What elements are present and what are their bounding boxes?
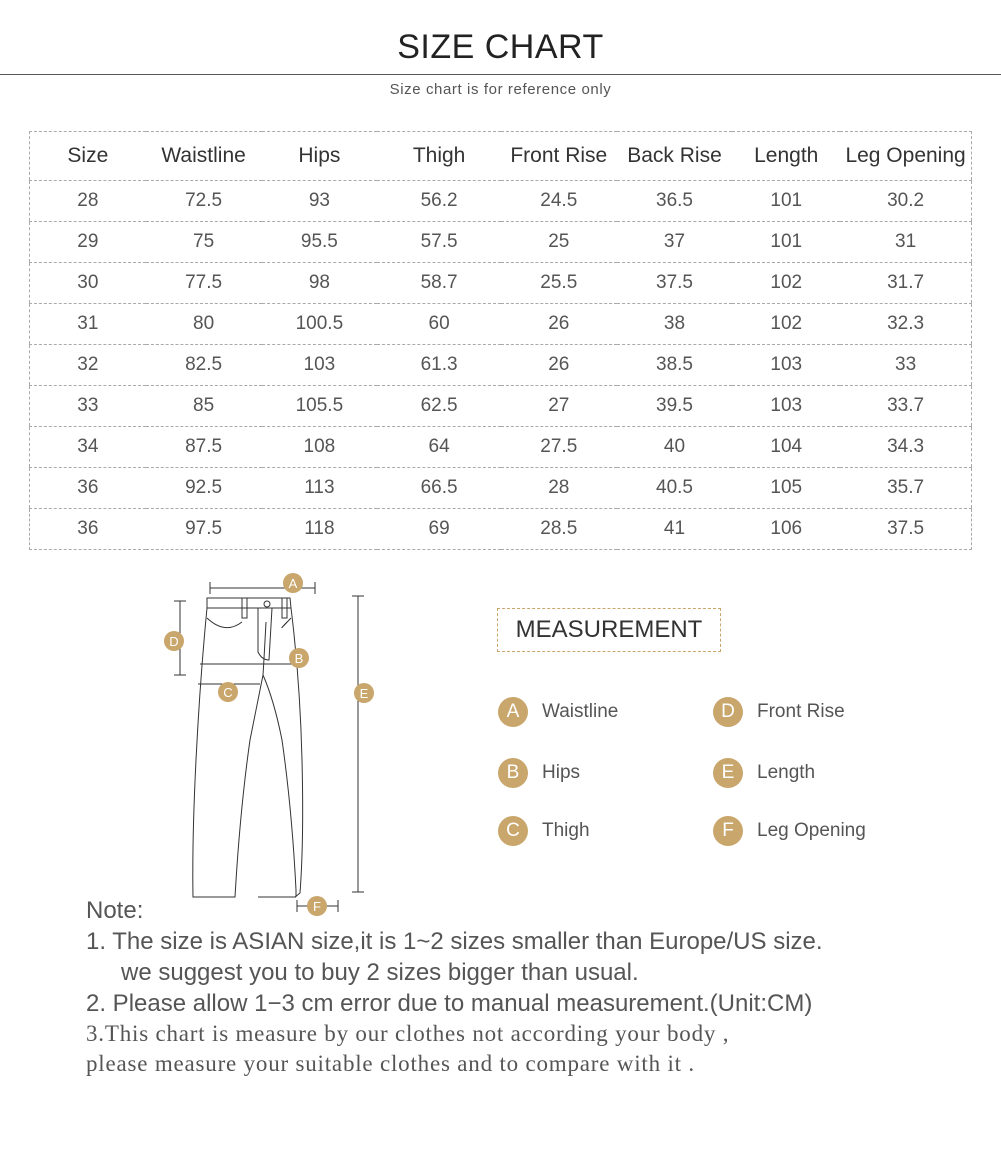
table-cell: 103: [262, 345, 378, 386]
table-cell: 26: [501, 304, 617, 345]
table-cell: 31: [840, 222, 971, 263]
table-cell: 85: [146, 386, 262, 427]
column-header-thigh: Thigh: [377, 132, 501, 181]
table-cell: 87.5: [146, 427, 262, 468]
table-cell: 35.7: [840, 468, 971, 509]
table-cell: 34.3: [840, 427, 971, 468]
table-row: [30, 386, 972, 427]
table-cell: 30: [30, 263, 146, 304]
table-cell: 28.5: [540, 518, 578, 539]
table-cell: 27.5: [501, 427, 617, 468]
column-header-length: Length: [732, 132, 840, 181]
table-cell: 113: [262, 468, 378, 509]
svg-text:E: E: [359, 686, 369, 701]
page-subtitle: Size chart is for reference only: [389, 81, 612, 98]
diagram-marker-e: [354, 683, 374, 703]
table-cell: 62.5: [377, 386, 501, 427]
table-cell: 56.2: [377, 181, 501, 222]
svg-text:A: A: [288, 576, 298, 591]
table-cell: 28: [501, 468, 617, 509]
table-cell: 24.5: [501, 181, 617, 222]
table-cell: 33.7: [840, 386, 971, 427]
svg-text:D: D: [169, 634, 179, 649]
table-cell: 57.5: [377, 222, 501, 263]
legend-item-hips: [498, 758, 580, 788]
table-cell: 38: [617, 304, 733, 345]
column-header-hips: Hips: [262, 132, 378, 181]
table-cell: 37.5: [887, 518, 925, 539]
column-header-size: Size: [30, 132, 146, 181]
notes-heading: Note:: [86, 897, 144, 924]
note-line-1: 1. The size is ASIAN size,it is 1~2 sizes smaller than Europe/US size.: [86, 928, 823, 955]
table-row: [30, 427, 972, 468]
table-cell: 29: [30, 222, 146, 263]
table-cell: 33: [840, 345, 971, 386]
table-cell: 103: [732, 345, 840, 386]
table-cell: 80: [146, 304, 262, 345]
table-cell: 77.5: [146, 263, 262, 304]
table-cell: 61.3: [377, 345, 501, 386]
table-row: [30, 345, 972, 386]
table-cell: 38.5: [617, 345, 733, 386]
table-cell: 40: [617, 427, 733, 468]
table-cell: 98: [262, 263, 378, 304]
table-cell: 34: [30, 427, 146, 468]
table-cell: 25.5: [501, 263, 617, 304]
svg-text:B: B: [294, 651, 304, 666]
legend-label-waistline: Waistline: [542, 701, 619, 722]
legend-item-waistline: [498, 697, 618, 727]
legend-badge-f: F: [713, 816, 743, 846]
svg-text:C: C: [223, 685, 233, 700]
jeans-diagram: [150, 560, 380, 920]
table-cell: 25: [501, 222, 617, 263]
column-header-front-rise: Front Rise: [501, 132, 617, 181]
legend-label-leg-opening: Leg Opening: [757, 820, 866, 841]
column-header-waistline: Waistline: [146, 132, 262, 181]
table-cell: 106: [770, 518, 803, 539]
table-header-row: [30, 132, 972, 181]
table-cell: 39.5: [617, 386, 733, 427]
legend-item-leg-opening: [713, 816, 866, 846]
table-cell: 118: [304, 518, 335, 539]
svg-text:F: F: [313, 899, 321, 914]
table-cell: 97.5: [185, 518, 223, 539]
table-cell: 31: [30, 304, 146, 345]
table-cell: 31.7: [840, 263, 971, 304]
table-cell: 40.5: [617, 468, 733, 509]
legend-label-thigh: Thigh: [542, 820, 590, 841]
table-row: [30, 263, 972, 304]
table-cell: 37.5: [617, 263, 733, 304]
table-cell: 105.5: [262, 386, 378, 427]
page-title: SIZE CHART: [397, 28, 604, 66]
table-cell: 36.5: [617, 181, 733, 222]
legend-item-length: [713, 758, 815, 788]
diagram-marker-a: [283, 573, 303, 593]
table-cell: 30.2: [840, 181, 971, 222]
legend-item-front-rise: [713, 697, 845, 727]
table-cell: 32.3: [840, 304, 971, 345]
table-cell: 93: [262, 181, 378, 222]
legend-badge-a: A: [498, 697, 528, 727]
table-cell: 37: [617, 222, 733, 263]
diagram-marker-d: [164, 631, 184, 651]
table-cell: 82.5: [146, 345, 262, 386]
table-cell: 104: [732, 427, 840, 468]
measurement-heading: MEASUREMENT: [497, 608, 721, 652]
note-line-3: 3.This chart is measure by our clothes not according your body ,: [86, 1021, 730, 1046]
table-row: [30, 509, 972, 550]
legend-label-length: Length: [757, 762, 816, 783]
diagram-marker-c: [218, 682, 238, 702]
table-cell: 26: [501, 345, 617, 386]
table-cell: 28: [30, 181, 146, 222]
table-row: [30, 468, 972, 509]
table-cell: 75: [146, 222, 262, 263]
table-cell: 72.5: [146, 181, 262, 222]
note-line-2: 2. Please allow 1−3 cm error due to manual measurement.(Unit:CM): [86, 990, 813, 1017]
table-cell: 32: [30, 345, 146, 386]
column-header-back-rise: Back Rise: [617, 132, 733, 181]
notes-section: [86, 896, 986, 1079]
legend-item-thigh: [498, 816, 590, 846]
table-cell: 58.7: [377, 263, 501, 304]
column-header-leg-opening: Leg Opening: [840, 132, 971, 181]
table-body: [30, 181, 972, 550]
table-cell: 100.5: [262, 304, 378, 345]
table-cell: 36: [77, 518, 99, 539]
legend-badge-b: B: [498, 758, 528, 788]
table-cell: 105: [732, 468, 840, 509]
table-cell: 33: [30, 386, 146, 427]
table-cell: 60: [377, 304, 501, 345]
legend-badge-d: D: [713, 697, 743, 727]
note-line-1-continued: we suggest you to buy 2 sizes bigger than usual.: [121, 959, 639, 986]
table-cell: 41: [663, 518, 686, 539]
table-cell: 101: [732, 222, 840, 263]
legend-badge-c: C: [498, 816, 528, 846]
legend-label-hips: Hips: [542, 762, 581, 783]
note-line-3-continued: please measure your suitable clothes and to compare with it .: [86, 1051, 695, 1076]
table-cell: 102: [732, 263, 840, 304]
legend-badge-e: E: [713, 758, 743, 788]
table-row: [30, 304, 972, 345]
table-cell: 66.5: [377, 468, 501, 509]
table-row: [30, 181, 972, 222]
table-cell: 36: [30, 468, 146, 509]
diagram-marker-b: [289, 648, 309, 668]
table-row: [30, 222, 972, 263]
table-cell: 69: [428, 518, 450, 539]
table-cell: 64: [377, 427, 501, 468]
table-cell: 27: [501, 386, 617, 427]
table-cell: 101: [732, 181, 840, 222]
table-cell: 103: [732, 386, 840, 427]
table-cell: 102: [732, 304, 840, 345]
table-cell: 108: [262, 427, 378, 468]
size-chart-table: [29, 131, 972, 550]
table-cell: 92.5: [146, 468, 262, 509]
legend-label-front-rise: Front Rise: [757, 701, 845, 722]
title-divider: [0, 74, 1001, 75]
table-cell: 95.5: [262, 222, 378, 263]
